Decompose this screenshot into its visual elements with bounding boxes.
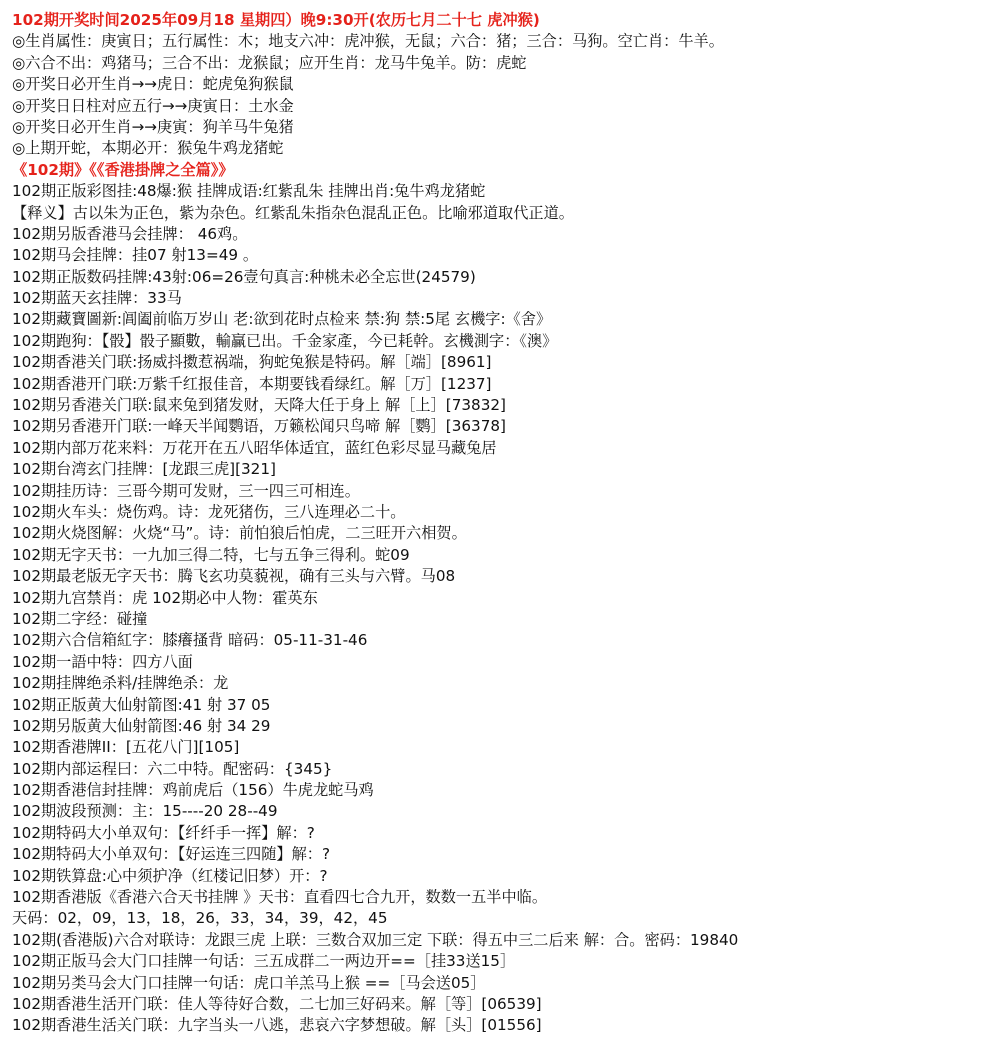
list-item: 102期另类马会大门口挂牌一句话：虎口羊羔马上猴 ==［马会送05］ [12,973,486,992]
list-item: 102期无字天书：一九加三得二特，七与五争三得利。蛇09 [12,545,410,564]
list-item: 102期香港信封挂牌：鸡前虎后（156）牛虎龙蛇马鸡 [12,781,374,800]
list-item: 102期挂牌绝杀料/挂牌绝杀：龙 [12,674,229,693]
list-item: 102期正版彩图挂:48爆:猴 挂牌成语:红紫乱朱 挂牌出肖:兔牛鸡龙猪蛇 [12,182,486,201]
list-item: 102期台湾玄门挂牌：[龙跟三虎][321] [12,460,276,479]
list-item: 102期另版黄大仙射箭图:46 射 34 29 [12,716,271,735]
list-item: 102期九宫禁肖：虎 102期必中人物：霍英东 [12,588,318,607]
list-item: 102期香港开门联:万紫千红报佳音，本期要钱看绿红。解［万］[1237] [12,374,492,393]
list-item: 102期(香港版)六合对联诗：龙跟三虎 上联：三数合双加三定 下联：得五中三二后来 解：合。密码：19840 [12,930,739,949]
document-body [12,10,992,1037]
list-item: 102期香港生活关门联：九字当头一八逃，悲哀六字梦想破。解［头］[01556] [12,1016,542,1035]
list-item: 102期香港关门联:扬威抖擞惹祸端，狗蛇兔猴是特码。解［端］[8961] [12,353,492,372]
gengyin-line: ◎开奖日必开生肖→→庚寅：狗羊马牛兔猪 [12,117,294,136]
zodiac-attributes-line: ◎生肖属性：庚寅日；五行属性：木；地支六冲：虎冲猴，无鼠；六合：猪；三合：马狗。空亡肖：牛羊。 [12,32,724,51]
list-item: 102期另香港关门联:鼠来兔到猪发财，天降大任于身上 解［上］[73832] [12,396,506,415]
draw-time-header: 102期开奖时间2025年09月18 星期四）晚9:30开(农历七月二十七 虎冲猴) [12,11,540,29]
tiger-day-line: ◎开奖日必开生肖→→虎日：蛇虎兔狗猴鼠 [12,75,294,94]
list-item: 102期挂历诗：三哥今期可发财，三一四三可相连。 [12,481,360,500]
list-item: 102期铁算盘:心中须护净（红楼记旧梦）开：? [12,866,328,885]
list-item: 102期二字经：碰撞 [12,609,148,628]
list-item: 102期另香港开门联:一峰天半闻鹦语，万籁松闻只鸟啼 解［鹦］[36378] [12,417,506,436]
section-title: 《102期》《《香港掛牌之全篇》》 [12,160,234,179]
list-item: 102期正版黄大仙射箭图:41 射 37 05 [12,695,271,714]
list-item: 102期马会挂牌：挂07 射13=49 。 [12,246,259,265]
list-item: 【释义】古以朱为正色，紫为杂色。红紫乱朱指杂色混乱正色。比喻邪道取代正道。 [12,203,574,222]
list-item: 102期火烧图解：火烧“马”。诗：前怕狼后怕虎，二三旺开六相贺。 [12,524,467,543]
list-item: 102期正版马会大门口挂牌一句话：三五成群二一两边开==［挂33送15］ [12,952,516,971]
liuhe-line: ◎六合不出：鸡猪马；三合不出：龙猴鼠；应开生肖：龙马牛兔羊。防：虎蛇 [12,53,527,72]
list-item: 102期蓝天玄挂牌：33马 [12,289,182,308]
list-item: 102期跑狗：【骰】骰子顯數，輸贏已出。千金家產，今已耗幹。玄機測字：《澳》 [12,331,558,350]
list-item: 102期一語中特：四方八面 [12,652,193,671]
list-item: 102期香港生活开门联：佳人等待好合数，二七加三好码来。解［等］[06539] [12,994,542,1013]
list-item: 102期内部运程曰：六二中特。配密码：{345} [12,759,333,778]
list-item: 102期特码大小单双句：【纤纤手一挥】解：? [12,823,315,842]
list-item: 102期火车头：烧伤鸡。诗：龙死猪伤，三八连理必二十。 [12,502,406,521]
list-item: 102期最老版无字天书：腾飞玄功莫藐视，确有三头与六臂。马08 [12,567,456,586]
list-item: 102期藏寶圖新:阊阖前临万岁山 老:欲到花时点检来 禁:狗 禁:5尾 玄機字:《舍》 [12,310,552,329]
list-item: 102期六合信箱紅字：膝癢搔背 暗码：05-11-31-46 [12,631,368,650]
list-item: 102期特码大小单双句：【好运连三四随】解：? [12,845,331,864]
list-item: 天码：02，09，13，18，26，33，34，39，42，45 [12,909,388,928]
list-item: 102期另版香港马会挂牌： 46鸡。 [12,224,248,243]
list-item: 102期波段预测：主：15----20 28--49 [12,802,278,821]
list-item: 102期香港牌II：[五花八门][105] [12,738,240,757]
list-item: 102期香港版《香港六合天书挂牌 》天书：直看四七合九开，数数一五半中临。 [12,888,548,907]
list-item: 102期内部万花来料：万花开在五八昭华体适宜，蓝红色彩尽显马藏兔居 [12,438,497,457]
five-elements-line: ◎开奖日日柱对应五行→→庚寅日：土水金 [12,96,294,115]
previous-draw-line: ◎上期开蛇，本期必开：猴兔牛鸡龙猪蛇 [12,139,284,158]
list-item: 102期正版数码挂牌:43射:06=26壹句真言:种桃未必全忘世(24579) [12,267,476,286]
